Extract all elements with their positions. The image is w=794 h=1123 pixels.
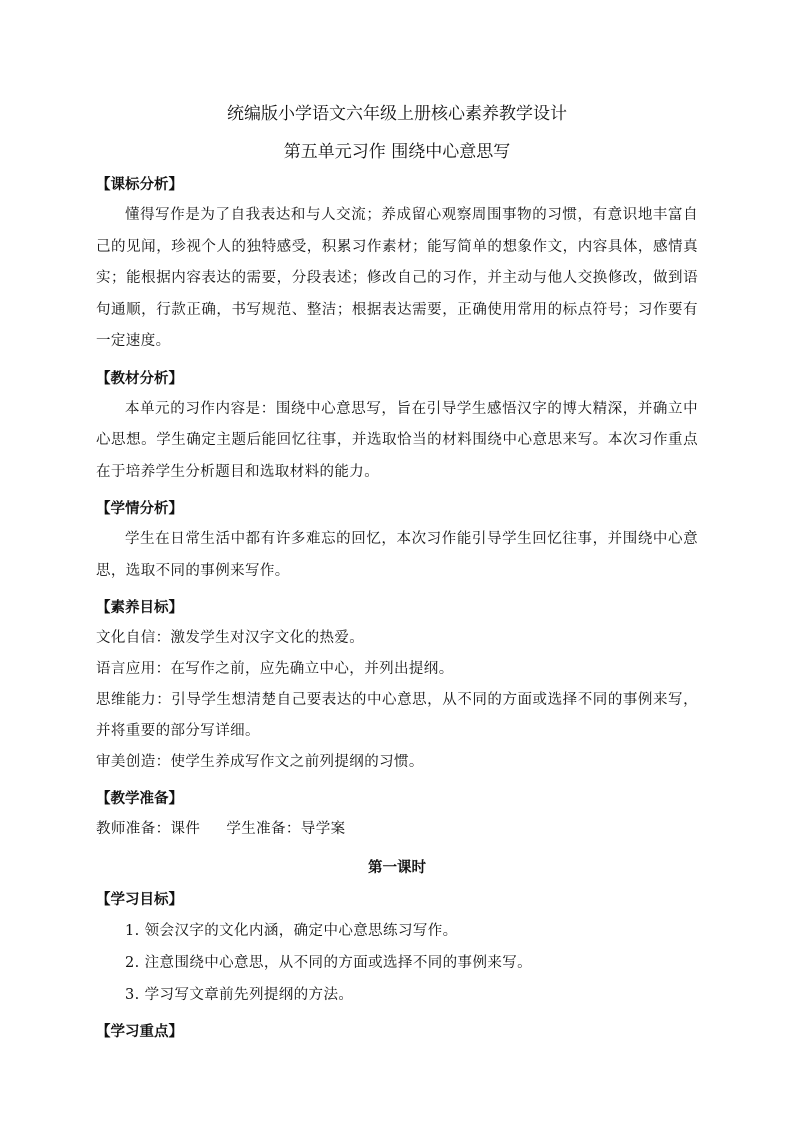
section-heading: 【素养目标】 bbox=[96, 600, 183, 616]
section-heading: 【学习目标】 bbox=[96, 892, 183, 908]
section-heading: 【学情分析】 bbox=[96, 501, 183, 517]
list-item: 2. 注意围绕中心意思，从不同的方面或选择不同的事例来写。 bbox=[125, 955, 533, 971]
section-paragraph: 学生在日常生活中都有许多难忘的回忆，本次习作能引导学生回忆往事，并围绕中心意思，选取不同的事例来写作。 bbox=[96, 531, 698, 579]
preparation-line bbox=[96, 814, 698, 845]
list-item: 思维能力：引导学生想清楚自己要表达的中心意思，从不同的方面或选择不同的事例来写，并将重要的部分写详细。 bbox=[96, 692, 698, 739]
section-preparation bbox=[96, 788, 698, 845]
document-page bbox=[96, 96, 698, 1047]
section-paragraph: 本单元的习作内容是：围绕中心意思写，旨在引导学生感悟汉字的博大精深，并确立中心思想。学生确定主题后能回忆往事，并选取恰当的材料围绕中心意思来写。本次习作重点在于培养学生分析题目和选取材料的能力。 bbox=[96, 400, 698, 480]
section-students bbox=[96, 498, 698, 587]
section-learning-goals bbox=[96, 889, 698, 1011]
list-item: 文化自信：激发学生对汉字文化的热爱。 bbox=[96, 630, 365, 646]
section-heading: 【教学准备】 bbox=[96, 791, 183, 807]
document-subtitle: 第五单元习作 围绕中心意思写 bbox=[283, 142, 511, 162]
teacher-preparation: 教师准备：课件 bbox=[96, 821, 201, 837]
section-paragraph: 懂得写作是为了自我表达和与人交流；养成留心观察周围事物的习惯，有意识地丰富自己的见闻，珍视个人的独特感受，积累习作素材；能写简单的想象作文，内容具体，感情真实；能根据内容表达的需要，分段表述；修改自己的习作，并主动与他人交换修改，做到语句通顺，行款正确，书写规范、整洁；根据表达需要，正确使用常用的标点符号；习作要有一定速度。 bbox=[96, 207, 698, 349]
section-key-points bbox=[96, 1021, 698, 1043]
list-item: 3. 学习写文章前先列提纲的方法。 bbox=[125, 987, 354, 1003]
section-heading: 【教材分析】 bbox=[96, 370, 183, 387]
document-title: 统编版小学语文六年级上册核心素养教学设计 bbox=[227, 104, 567, 124]
list-item: 审美创造：使学生养成写作文之前列提纲的习惯。 bbox=[96, 754, 424, 770]
section-heading: 【课标分析】 bbox=[96, 177, 183, 193]
list-item: 1. 领会汉字的文化内涵，确定中心意思练习写作。 bbox=[125, 923, 458, 939]
student-preparation: 学生准备：导学案 bbox=[226, 821, 346, 837]
lesson-title: 第一课时 bbox=[368, 860, 426, 876]
section-curriculum bbox=[96, 174, 698, 358]
section-textbook bbox=[96, 368, 698, 489]
section-literacy-goals bbox=[96, 597, 698, 778]
list-item: 语言应用：在写作之前，应先确立中心，并列出提纲。 bbox=[96, 661, 454, 677]
section-heading: 【学习重点】 bbox=[96, 1024, 183, 1040]
